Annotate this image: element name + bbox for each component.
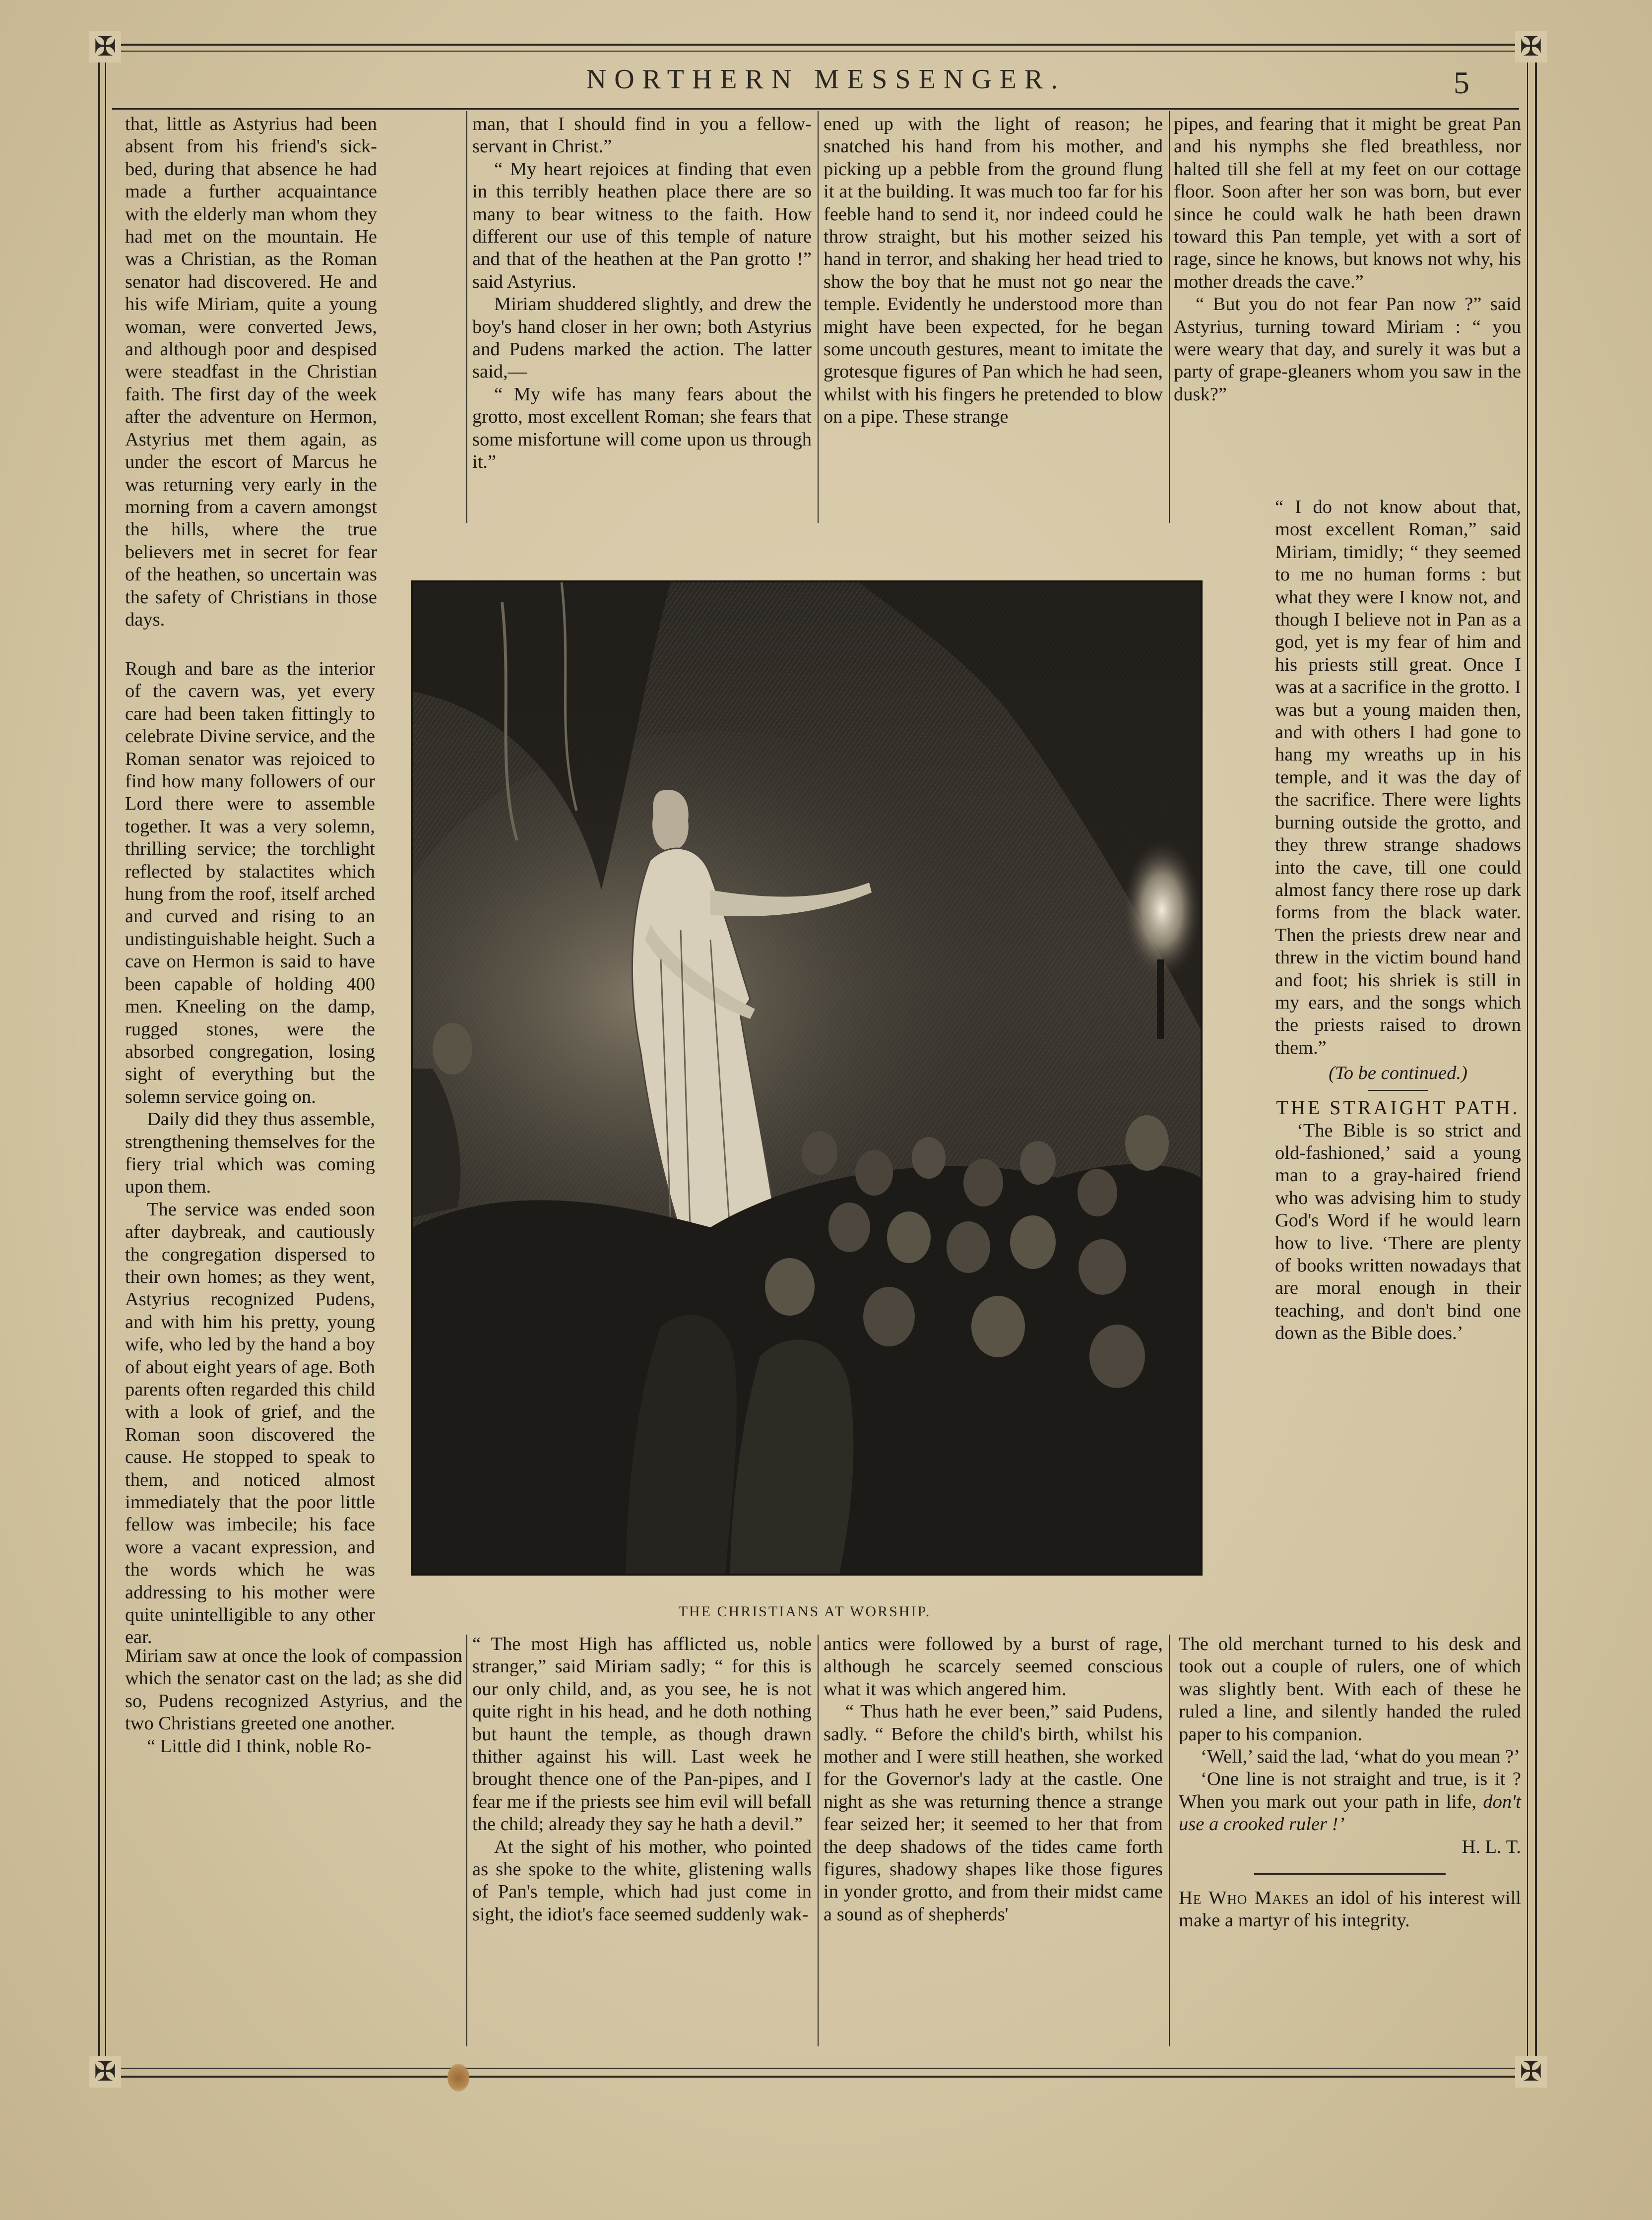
column-rule	[818, 111, 819, 523]
to-be-continued: (To be continued.)	[1329, 1063, 1467, 1084]
paragraph: Miriam shuddered slightly, and drew the boy's hand closer in her own; both Astyrius and Pudens marked the action. The latter said,—	[472, 294, 812, 382]
column-3-bottom	[824, 1633, 1163, 1926]
paragraph-text: ‘One line is not straight and true, is it ? When you mark out your path in life,	[1179, 1769, 1521, 1812]
column-2-top	[472, 113, 812, 474]
paragraph	[1179, 1887, 1521, 1932]
column-rule	[1169, 111, 1170, 523]
masthead: NORTHERN MESSENGER.	[586, 64, 1066, 95]
paragraph: ‘Well,’ said the lad, ‘what do you mean ?’	[1201, 1746, 1521, 1768]
paragraph: “ My wife has many fears about the grotto, most excellent Roman; she fears that some misfortune will come upon us through it.”	[472, 383, 812, 473]
paragraph: The old merchant turned to his desk and took out a couple of rulers, one of which was slightly bent. With each of these he ruled a line, and silently handed the ruled paper to his companion.	[1179, 1634, 1521, 1745]
paragraph: At the sight of his mother, who pointed as she spoke to the white, glistening walls of Pan's temple, which had just come in sight, the idiot's face seemed suddenly wak-	[472, 1836, 812, 1925]
section-divider	[1275, 1085, 1521, 1096]
paragraph: “ Little did I think, noble Ro-	[147, 1735, 372, 1757]
column-3-top	[824, 113, 1163, 429]
paragraph: “ The most High has afflicted us, noble stranger,” said Miriam sadly; “ for this is our only child, and, as you see, he is not quite right in his head, and he doth nothing but haunt the temple, as though drawn thither against his will. Last week he brought thence one of the Pan-pipes, and I fear me if the priests see him evil will befall the child; already they say he hath a devil.”	[472, 1634, 812, 1835]
column-1-continued	[125, 658, 375, 1649]
emphasis-text: don't use a crooked ruler !’	[1179, 1791, 1521, 1835]
paragraph: “ But you do not fear Pan now ?” said Astyrius, turning toward Miriam : “ you were weary that day, and surely it was but a party of grape-gleaners whom you saw in the dusk?”	[1174, 294, 1521, 405]
lead-in-caps: He Who Makes	[1179, 1888, 1309, 1909]
column-rule	[466, 111, 467, 523]
column-rule	[466, 1635, 467, 2046]
corner-ornament-top-left: ✠	[89, 31, 121, 63]
paragraph: Rough and bare as the interior of the cavern was, yet every care had been taken fittingly to celebrate Divine service, and the Roman senator was rejoiced to find how many followers of our Lord there were to assemble together. It was a very solemn, thrilling service; the torchlight reflected by stalactites which hung from the roof, itself arched and curved and rising to an undistinguishable height. Such a cave on Hermon is said to have been capable of holding 400 men. Kneeling on the damp, rugged stones, were the absorbed congregation, losing sight of everything but the solemn service going on.	[125, 658, 375, 1107]
paragraph: man, that I should find in you a fellow-servant in Christ.”	[472, 114, 812, 157]
column-1-narrow	[125, 113, 377, 631]
header-rule	[112, 108, 1519, 110]
column-4-top	[1174, 113, 1521, 406]
engraving-drawing	[413, 582, 1201, 1574]
torch-flame	[1122, 840, 1201, 979]
paragraph: ened up with the light of reason; he snatched his hand from his mother, and picking up a pebble from the ground flung it at the building. It was much too far for his feeble hand to send it, nor indeed could he throw straight, but his mother seized his hand in terror, and shaking her head tried to show the boy that he must not go near the temple. Evidently he understood more than might have been expected, for he began some uncouth gestures, meant to imitate the grotesque figures of Pan which he had seen, whilst with his fingers he pretended to blow on a pipe. These strange	[824, 114, 1163, 428]
signature-line	[1179, 1836, 1521, 1858]
paragraph: “ Thus hath he ever been,” said Pudens, sadly. “ Before the child's birth, whilst his mother and I were still heathen, she worked for the Governor's lady at the castle. One night as she was returning thence a strange fear seized her; it seemed to her that from the deep shadows of the tides came forth figures, shadowy shapes like those figures in yonder grotto, and from their midst came a sound as of shepherds'	[824, 1701, 1163, 1925]
corner-ornament-bottom-left: ✠	[89, 2056, 121, 2088]
engraving-illustration	[411, 580, 1203, 1576]
paragraph: “ I do not know about that, most excellent Roman,” said Miriam, timidly; “ they seemed to me no human forms : but what they were I know not, and though I believe not in Pan as a god, yet is my fear of him and his priests still great. Once I was at a sacrifice in the grotto. I was but a young maiden then, and with others I had gone to hang my wreaths up in his temple, and it was the day of the sacrifice. There were lights burning outside the grotto, and they threw strange shadows into the cave, till one could almost fancy there rose up dark forms from the black water. Then the priests drew near and threw in the victim bound hand and foot; his shriek is still in my ears, and the songs which the priests raised to drown them.”	[1275, 497, 1521, 1058]
paragraph: The service was ended soon after daybreak, and cautiously the congregation dispersed to their own homes; as they went, Astyrius recognized Pudens, and with him his pretty, young wife, who led by the hand a boy of about eight years of age. Both parents often regarded this child with a look of grief, and the Roman soon discovered the cause. He stopped to speak to them, and noticed almost immediately that the poor little fellow was imbecile; his face wore a vacant expression, and the words which he was addressing to his mother were quite unintelligible to any other ear.	[125, 1199, 375, 1648]
illustration-caption: THE CHRISTIANS AT WORSHIP.	[678, 1603, 931, 1620]
corner-ornament-bottom-right: ✠	[1515, 2056, 1547, 2088]
article-title: THE STRAIGHT PATH.	[1276, 1096, 1520, 1119]
column-1-bottom	[125, 1645, 462, 1758]
page-number: 5	[1454, 65, 1469, 100]
corner-ornament-top-right: ✠	[1515, 31, 1547, 63]
section-divider	[1179, 1858, 1521, 1887]
column-4-narrow	[1275, 496, 1521, 1345]
column-2-bottom	[472, 1633, 812, 1926]
paragraph: that, little as Astyrius had been absent from his friend's sick-bed, during that absence he had made a further acquaintance with the elderly man whom they had met on the mountain. He was a Christian, as the Roman senator had discovered. He and his wife Miriam, quite a young woman, were converted Jews, and although poor and despised were steadfast in the Christian faith. The first day of the week after the adventure on Hermon, Astyrius met them again, as under the escort of Marcus he was returning very early in the morning from a cavern amongst the hills, where the true believers met in secret for fear of the heathen, so uncertain was the safety of Christians in those days.	[125, 114, 377, 630]
author-initials: H. L. T.	[1461, 1836, 1521, 1857]
paragraph: Daily did they thus assemble, strengthening themselves for the fiery trial which was coming upon them.	[125, 1109, 375, 1198]
paragraph: Miriam saw at once the look of compassion which the senator cast on the lad; as she did so, Pudens recognized Astyrius, and the two Christians greeted one another.	[125, 1646, 462, 1734]
paper-stain	[447, 2064, 469, 2092]
paragraph: pipes, and fearing that it might be great Pan and his nymphs she fled breathless, nor halted till she fell at my feet on our cottage floor. Soon after her son was born, but ever since he could walk he hath been drawn toward this Pan temple, yet with a sort of rage, since he knows, but knows not why, his mother dreads the cave.”	[1174, 114, 1521, 292]
column-rule	[818, 1635, 819, 2046]
paragraph-text: an idol of his interest will make a martyr of his integrity.	[1179, 1888, 1521, 1931]
column-4-bottom	[1179, 1633, 1521, 1932]
paragraph: “ My heart rejoices at finding that even in this terribly heathen place there are so many to bear witness to the faith. How different our use of this temple of nature and that of the heathen at the Pan grotto !” said Astyrius.	[472, 158, 812, 292]
paragraph	[1179, 1768, 1521, 1836]
paragraph: ‘The Bible is so strict and old-fashioned,’ said a young man to a gray-haired friend who was advising him to study God's Word if he would learn how to live. ‘There are plenty of books written nowadays that are moral enough in their teaching, and don't bind one down as the Bible does.’	[1275, 1120, 1521, 1344]
paragraph: antics were followed by a burst of rage, although he scarcely seemed conscious what it was which angered him.	[824, 1634, 1163, 1700]
column-rule	[1169, 1635, 1170, 2046]
